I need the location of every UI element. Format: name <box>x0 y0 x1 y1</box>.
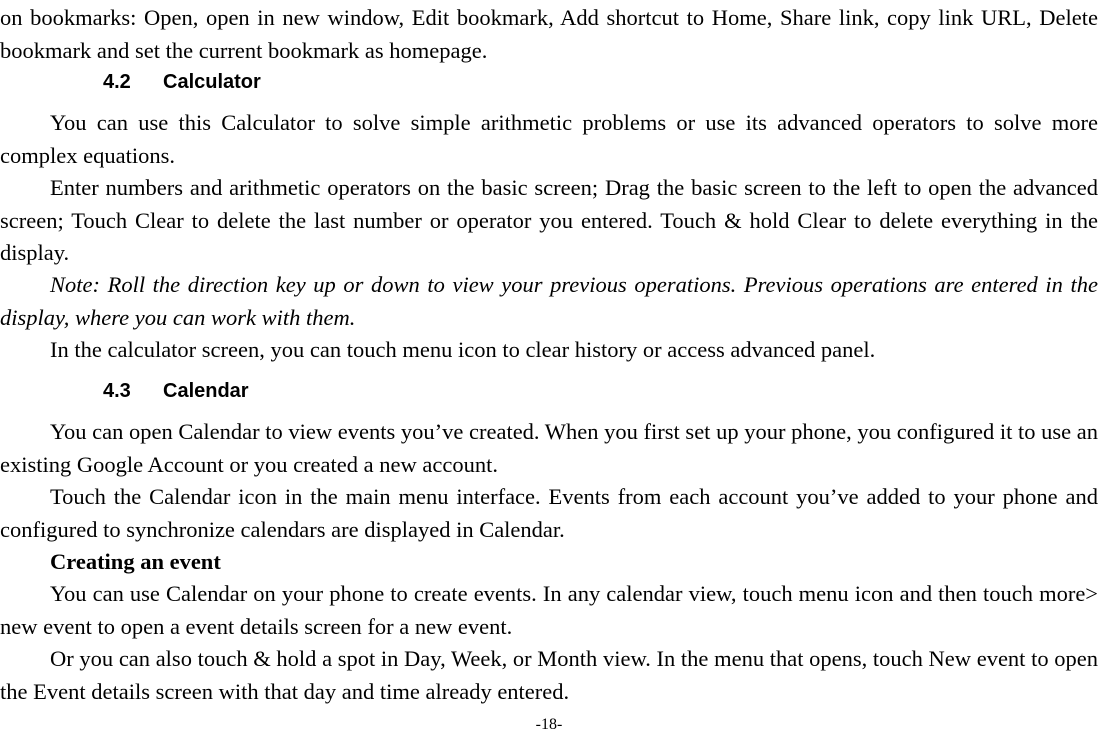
page-number: -18- <box>535 716 563 733</box>
section-number: 4.2 <box>103 71 131 93</box>
calendar-paragraph-1: You can open Calendar to view events you’ve created. When you first set up your phone, you configured it to use an existing Google Account or you created a new account. <box>0 419 1098 477</box>
section-number: 4.3 <box>103 380 131 402</box>
calendar-subheading-creating-event: Creating an event <box>50 549 221 574</box>
intro-paragraph: on bookmarks: Open, open in new window, Edit bookmark, Add shortcut to Home, Share link, copy link URL, Delete bookmark and set the current bookmark as homepage. <box>0 5 1098 63</box>
section-title: Calculator <box>163 71 261 93</box>
section-heading-calendar <box>0 381 249 401</box>
calculator-paragraph-3: In the calculator screen, you can touch menu icon to clear history or access advanced panel. <box>50 337 876 362</box>
calendar-paragraph-2: Touch the Calendar icon in the main menu interface. Events from each account you’ve added to your phone and configured to synchronize calendars are displayed in Calendar. <box>0 484 1098 542</box>
section-title: Calendar <box>163 380 249 402</box>
calculator-paragraph-1: You can use this Calculator to solve simple arithmetic problems or use its advanced operators to solve more complex equations. <box>0 110 1098 168</box>
calculator-paragraph-2: Enter numbers and arithmetic operators on the basic screen; Drag the basic screen to the left to open the advanced screen; Touch Clear to delete the last number or operator you entered. Touch & hold Clear to delete everything in the display. <box>0 175 1098 265</box>
calculator-note: Note: Roll the direction key up or down to view your previous operations. Previous operations are entered in the display, where you can work with them. <box>0 272 1098 330</box>
section-heading-calculator <box>0 72 261 92</box>
calendar-paragraph-4: Or you can also touch & hold a spot in Day, Week, or Month view. In the menu that opens, touch New event to open the Event details screen with that day and time already entered. <box>0 646 1098 704</box>
calendar-paragraph-3: You can use Calendar on your phone to create events. In any calendar view, touch menu icon and then touch more> new event to open a event details screen for a new event. <box>0 581 1098 639</box>
